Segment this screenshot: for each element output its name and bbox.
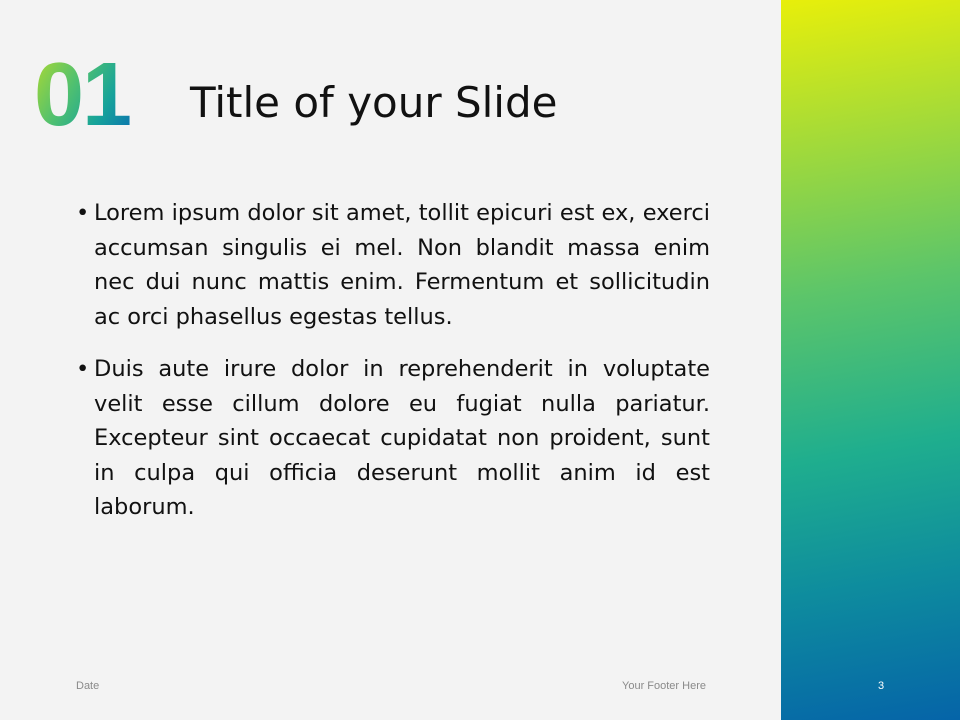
slide-title: Title of your Slide: [190, 78, 558, 127]
bullet-icon: •: [76, 200, 90, 226]
bullet-text: Lorem ipsum dolor sit amet, tollit epicuri est ex, exerci accumsan singulis ei mel. Non blandit massa enim nec dui nunc mattis enim. Fermentum et sollicitudin ac orci phasellus egestas tellus.: [94, 200, 710, 330]
bullet-list: [74, 196, 710, 543]
bullet-text: Duis aute irure dolor in reprehenderit in voluptate velit esse cillum dolore eu fugiat nulla pariatur. Excepteur sint occaecat cupidatat non proident, sunt in culpa qui officia deserunt mollit anim id est laborum.: [94, 356, 710, 520]
bullet-item: [74, 196, 710, 334]
gradient-side-band: [781, 0, 960, 720]
slide-number-heading: 01: [34, 45, 131, 145]
footer-date: Date: [76, 680, 100, 692]
footer-page-number: 3: [878, 680, 885, 692]
bullet-icon: •: [76, 356, 90, 382]
footer-text: Your Footer Here: [622, 680, 706, 692]
bullet-item: [74, 352, 710, 525]
